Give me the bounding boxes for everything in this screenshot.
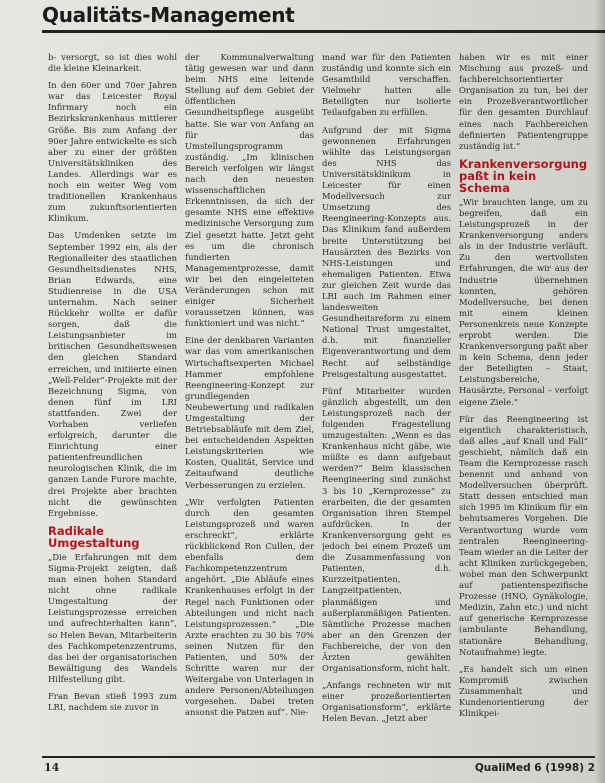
- text-column-2: [185, 52, 314, 750]
- text-column-3: [322, 52, 451, 750]
- article-body: [48, 52, 588, 750]
- paragraph: mand war für den Patienten zuständig und konnte sich ein Gesamtbild verschaffen. Vielmehr hatten alle Beteiligten nur isolierte Teilaufgaben zu erfüllen.: [322, 52, 451, 118]
- footer-rule: [42, 756, 595, 758]
- paragraph: „Anfangs rechneten wir mit einer prozeßorientierten Organisationsform“, erklärte Helen Bevan. „Jetzt aber: [322, 680, 451, 724]
- page-title: Qualitäts-Management: [42, 3, 295, 27]
- paragraph: „Wir brauchten lange, um zu begreifen, daß ein Leistungsprozeß in der Krankenversorgung anders als in der Industrie verläuft. Zu den wertvollsten Erfahrungen, die wir aus der Industrie übernehmen konnten, gehören Modellversuche, bei denen mit einem kleinen Personenkreis neue Konzepte erprobt werden. Die Krankenversorgung paßt aber in kein Schema, denn jeder der Beteiligten – Staat, Leistungsbereiche, Hausärzte, Personal – verfolgt eigene Ziele.“: [459, 196, 588, 407]
- paragraph: Fran Bevan stieß 1993 zum LRI, nachdem sie zuvor in: [48, 690, 177, 713]
- paragraph: Eine der denkbaren Varianten war das vom amerikanischen Wirtschaftsexperten Michael Hammer empfohlene Reengineering-Konzept zur grundlegenden Neubewertung und radikalen Umgestaltung der Betriebsabläufe mit dem Ziel, bei entscheidenden Aspekten Leistungskriterien wie Kosten, Qualität, Service und Zeitaufwand deutliche Verbesserungen zu erzielen.: [185, 335, 314, 490]
- paragraph: Fünf Mitarbeiter wurden gänzlich abgestellt, um den Leistungsprozeß nach der folgenden Fragestellung umzugestalten: „Wenn es das Krankenhaus nicht gäbe, wie müßte es dann aufgebaut werden?“ Beim klassischen Reengineering sind zunächst 3 bis 10 „Kernprozesse“ zu erarbeiten, die der gesamten Organisation ihren Stempel aufdrücken. In der Krankenversorgung geht es jedoch bei einem Prozeß um die Zusammenfassung von Patienten, d.h. Kurzzeitpatienten, Langzeitpatienten, planmäßigen und außerplanmäßigen Patienten. Sämtliche Prozesse machen aber an den Grenzen der Fachbereiche, der von den Ärzten gewählten Organisationsform, nicht halt.: [322, 385, 451, 674]
- paragraph: In den 60er und 70er Jahren war das Leicester Royal Infirmary noch ein Bezirkskrankenhaus mittlerer Größe. Bis zum Anfang der 90er Jahre entwickelte es sich aber zu einer der größten Universitätskliniken des Landes. Allerdings war es noch ein weiter Weg vom traditionellen Krankenhaus zum zukunftsorientierten Klinikum.: [48, 80, 177, 224]
- section-heading: Krankenversorgung paßt in kein Schema: [459, 156, 588, 195]
- page-number: 14: [44, 761, 60, 774]
- paragraph: „Wir verfolgten Patienten durch den gesamten Leistungsprozeß und waren erschreckt“, erklärte rückblickend Ron Cullen, der ebenfalls dem Fachkompetenzzentrum angehört. „Die Abläufe eines Krankenhauses erfolgt in der Regel nach Funktionen oder Abteilungen und nicht nach Leistungsprozessen.“ „Die Arzte erachten zu 30 bis 70% seinen Nutzen für den Patienten, und 50% der Schritte waren nur der Weitergabe von Unterlagen in andere Personen/Abteilungen vorgesehen. Dabei treten ansonst die Patzen auf“. Nie-: [185, 496, 314, 718]
- section-heading: Radikale Umgestaltung: [48, 523, 140, 550]
- paragraph: „Es handelt sich um einen Kompromiß zwischen Zusammenhalt und Kundenorientierung der Klinikpei-: [459, 663, 588, 719]
- paragraph: b- versorgt, so ist dies wohl die kleine Kleinarkeit.: [48, 52, 177, 74]
- paragraph: Für das Reengineering ist eigentlich charakteristisch, daß alles „auf Knall und Fall“ geschieht, nämlich daß ein Team die Kernprozesse rasch benennt und anhand von Modellversuchen überprüft. Statt dessen entschied man sich 1995 im Klinikum für ein behutsameres Vorgehen. Die Verantwortung wurde vom zentralen Reengineering-Team wieder an die Leiter der acht Kliniken zurückgegeben, wobei man den Schwerpunkt auf patientenspezifische Prozesse (HNO, Gynäkologie, Medizin, Zahn etc.) und nicht auf generische Kernprozesse (ambulante Behandlung, stationäre Behandlung, Notaufnahme) legte.: [459, 413, 588, 657]
- journal-reference: QualiMed 6 (1998) 2: [474, 762, 595, 774]
- text-column-4: [459, 52, 588, 750]
- paragraph: Aufgrund der mit Sigma gewonnenen Erfahrungen wählte das Leistungsorgan des NHS das Universitätsklinikum in Leicester für einen Modellversuch zur Umsetzung des Reengineering-Konzepts aus. Das Klinikum fand außerdem breite Unterstützung bei Hausärzten des Bezirks von NHS-Leistungen und ehemaligen Patienten. Etwa zur gleichen Zeit wurde das LRI auch im Rahmen einer landesweiten Gesundheitsreform zu einem National Trust umgestaltet, d.h. mit finanzieller Eigenverantwortung und dem Recht auf selbständige Preisgestaltung ausgestattet.: [322, 124, 451, 379]
- paragraph: haben wir es mit einer Mischung aus prozeß- und fachbereichsorientierter Organisation zu tun, bei der ein Prozeßverantwortlicher für den gesamten Durchlauf eines nach Fachbereichen definierten Patientengruppe zuständig ist.“: [459, 52, 588, 151]
- title-rule: [42, 30, 605, 33]
- paragraph: Das Umdenken setzte im September 1992 ein, als der Regionalleiter des staatlichen Gesundheitsdienstes NHS, Brian Edwards, eine Studienreise in die USA unternahm. Nach seiner Rückkehr wollte er dafür sorgen, daß die Leistungsanbieter im britischen Gesundheitswesen den gleichen Standard erreichen, und initiierte einen „Well-Felder“-Projekte mit der Bezeichnung Sigma, von denen fünf im LRI stattfanden. Zwei der Vorhaben verliefen erfolgreich, darunter die Einrichtung einer patientenfreundlichen neurologischen Klinik, die im ganzen Lande Furore machte, drei Projekte aber brachten nicht die gewünschten Ergebnisse.: [48, 230, 177, 518]
- text-column-1: [48, 52, 177, 750]
- paragraph: „Die Erfahrungen mit dem Sigma-Projekt zeigten, daß man einen hohen Standard nicht ohne radikale Umgestaltung der Leistungsprozesse erreichen und aufrechterhalten kann“, so Helen Bevan, Mitarbeiterin des Fachkompetenzzentrums, das bei der organisatorischen Bewältigung des Wandels Hilfestellung gibt.: [48, 551, 177, 684]
- paragraph: der Kommunalverwaltung tätig gewesen war und dann beim NHS eine leitende Stellung auf dem Gebiet der öffentlichen Gesundheitspflege ausgeübt hatte. Sie war von Anfang an für das Umstellungsprogramm zuständig. „Im klinischen Bereich verfolgen wir längst nach den neuesten wissenschaftlichen Erkenntnissen, da sich der gesamte NHS eine effektive medizinische Versorgung zum Ziel gesetzt hatte. Jetzt geht es um die chronisch fundierten Managementprozesse, damit wir bei den eingeleiteten Veränderungen schon mit einiger Sicherheit voraussetzen können, was funktioniert und was nicht.“: [185, 52, 314, 329]
- page-edge-shadow: [595, 0, 605, 783]
